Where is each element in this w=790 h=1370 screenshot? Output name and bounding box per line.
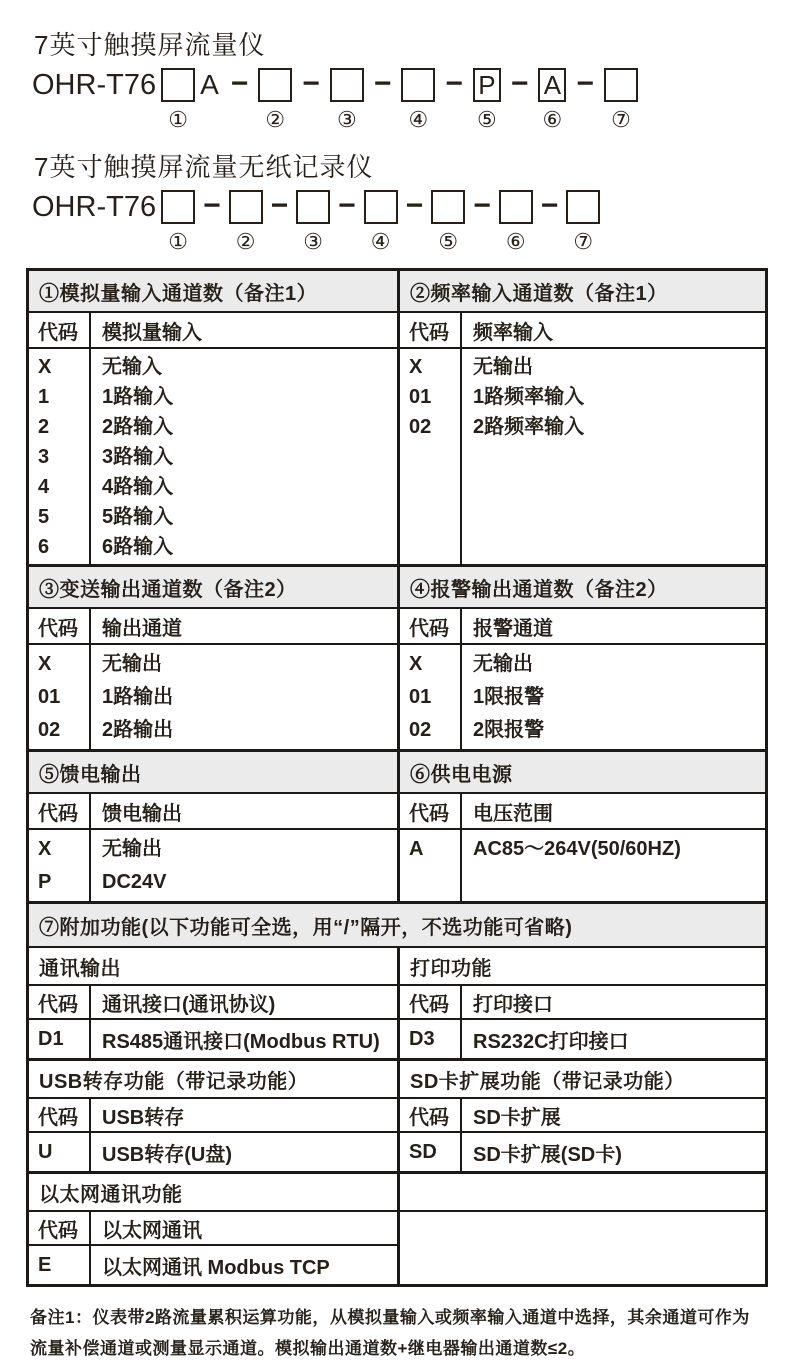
position-number-circle: ④: [408, 107, 429, 132]
code-value: X: [38, 838, 52, 860]
code-value: P: [38, 871, 52, 893]
section-6-header: ⑥供电电源: [400, 752, 765, 794]
section-4-alarm-output: [397, 567, 765, 749]
code-box: [566, 190, 600, 224]
dash-separator: −: [576, 67, 594, 100]
code-box: [604, 68, 638, 102]
dash-separator: −: [302, 67, 320, 100]
column-header-row: [400, 313, 765, 349]
fixed-letter: A: [200, 69, 219, 100]
desc-value: 3路输入: [102, 446, 174, 468]
code-value: SD: [400, 1133, 462, 1171]
model-position-6: [499, 190, 533, 254]
desc-value: SD卡扩展(SD卡): [473, 1143, 622, 1166]
desc-value: RS485通讯接口(Modbus RTU): [102, 1030, 380, 1053]
desc-value: 1路输入: [102, 386, 174, 408]
feature-title: 打印功能: [400, 948, 765, 986]
feature-title: 通讯输出: [29, 948, 397, 986]
column-header-row: [29, 1212, 397, 1246]
desc-value: 2路输入: [102, 416, 174, 438]
empty-cell: [400, 1212, 765, 1284]
desc-value: 无输出: [473, 356, 533, 378]
desc-value: 无输出: [102, 838, 162, 860]
code-box: [364, 190, 398, 224]
desc-column-header: 电压范围: [473, 802, 553, 825]
code-value: 4: [38, 476, 50, 498]
option-list: [29, 830, 397, 901]
code-value: 3: [38, 446, 50, 468]
code-box: [499, 190, 533, 224]
section-5-loop-power-output: [29, 752, 397, 901]
column-header-row: [400, 1099, 765, 1133]
desc-value: 1限报警: [473, 686, 545, 708]
model-position-7: [566, 190, 600, 254]
desc-values: [462, 349, 765, 564]
code-values: [29, 645, 91, 749]
footnote-note1: 备注1：仪表带2路流量累积运算功能，从模拟量输入或频率输入通道中选择，其余通道可作为流量补偿通道或测量显示通道。模拟输出通道数+继电器输出通道数≤2。: [30, 1308, 750, 1358]
model-position-4: [364, 190, 398, 254]
desc-values: [462, 830, 765, 901]
option-row: [29, 1020, 397, 1058]
desc-value: 1路频率输入: [473, 386, 585, 408]
column-header-row: [400, 609, 765, 645]
code-values: [400, 830, 462, 901]
column-header-row: [29, 1099, 397, 1133]
code-value: U: [29, 1133, 91, 1171]
position-number-circle: ④: [370, 229, 391, 254]
position-number-circle: ⑤: [477, 107, 497, 132]
model-position-3: [330, 68, 364, 132]
desc-column-header: 输出通道: [102, 617, 182, 640]
section-transmit-alarm: [29, 564, 765, 749]
code-value: X: [38, 356, 52, 378]
model-position-5: [473, 68, 501, 132]
option-list: [400, 349, 765, 564]
code-column-header: 代码: [400, 986, 462, 1018]
section-5-header: ⑤馈电输出: [29, 752, 397, 794]
feature-title: SD卡扩展功能（带记录功能）: [400, 1061, 765, 1099]
feature-title: 以太网通讯功能: [29, 1174, 397, 1212]
section-3-header: ③变送输出通道数（备注2）: [29, 567, 397, 609]
code-value: D3: [400, 1020, 462, 1058]
code-value: 01: [409, 386, 432, 408]
desc-value: 2路频率输入: [473, 416, 585, 438]
model-position-1: [161, 190, 195, 254]
group-comm-print: [29, 948, 765, 1058]
code-column-header: 代码: [400, 313, 462, 347]
option-list: [400, 645, 765, 749]
code-value: A: [409, 838, 424, 860]
position-number-circle: ③: [303, 229, 323, 254]
product1-model-code: [32, 68, 768, 132]
option-list: [400, 830, 765, 901]
code-values: [400, 349, 462, 564]
column-header-row: [29, 313, 397, 349]
desc-value: 4路输入: [102, 476, 174, 498]
column-header-row: [29, 794, 397, 830]
desc-values: [91, 645, 397, 749]
model-position-6: [538, 68, 566, 132]
code-column-header: 代码: [400, 1099, 462, 1131]
feature-title: USB转存功能（带记录功能）: [29, 1061, 397, 1099]
group-ethernet: [29, 1171, 765, 1284]
code-value: 01: [409, 686, 432, 708]
section-1-header: ①模拟量输入通道数（备注1）: [29, 271, 397, 313]
desc-value: 2路输出: [102, 719, 174, 741]
section-3-transmit-output: [29, 567, 397, 749]
option-row: [29, 1133, 397, 1171]
code-box: [161, 68, 195, 102]
code-column-header: 代码: [400, 794, 462, 828]
code-box-a: A: [538, 68, 566, 102]
position-number-circle: ③: [336, 107, 357, 132]
model-position-4: [401, 68, 435, 132]
option-row: [29, 1246, 397, 1284]
ordering-code-table: [26, 268, 768, 1287]
desc-values: [462, 645, 765, 749]
desc-values: [91, 349, 397, 564]
section-6-supply-power: [397, 752, 765, 901]
model-position-2: [258, 68, 292, 132]
dash-separator: −: [510, 67, 529, 100]
desc-value: 以太网通讯 Modbus TCP: [102, 1256, 330, 1279]
code-values: [29, 349, 91, 564]
dash-separator: −: [473, 189, 491, 222]
code-value: 02: [409, 719, 432, 741]
column-header-row: [400, 986, 765, 1020]
usb-transfer-block: [29, 1061, 397, 1171]
position-number-circle: ①: [168, 229, 188, 254]
code-column-header: 代码: [29, 794, 91, 828]
model-position-5: [431, 190, 465, 254]
print-function-block: [397, 948, 765, 1058]
desc-value: 无输出: [102, 653, 162, 675]
desc-value: DC24V: [102, 871, 167, 893]
ethernet-block: [29, 1174, 397, 1284]
code-box: [229, 190, 263, 224]
code-box: [161, 190, 195, 224]
desc-value: 无输入: [102, 356, 162, 378]
position-number-circle: ②: [265, 107, 286, 132]
model-position-3: [296, 190, 330, 254]
section-2-header: ②频率输入通道数（备注1）: [400, 271, 765, 313]
desc-value: 2限报警: [473, 719, 545, 741]
option-list: [29, 349, 397, 564]
code-box: [296, 190, 330, 224]
option-row: [400, 1133, 765, 1171]
product2-model-code: [32, 190, 768, 254]
column-header-row: [400, 794, 765, 830]
position-number-circle: ⑦: [611, 107, 631, 132]
code-column-header: 代码: [29, 609, 91, 643]
model-prefix: OHR-T76: [32, 69, 157, 101]
desc-value: USB转存(U盘): [102, 1143, 232, 1166]
position-number-circle: ⑤: [438, 229, 459, 254]
position-number-circle: ⑥: [542, 107, 563, 132]
code-values: [29, 830, 91, 901]
code-box: [330, 68, 364, 102]
desc-value: 无输出: [473, 653, 533, 675]
position-number-circle: ②: [235, 229, 256, 254]
code-value: X: [409, 356, 423, 378]
empty-block: [397, 1174, 765, 1284]
code-value: 02: [38, 719, 61, 741]
desc-value: 1路输出: [102, 686, 174, 708]
section-1-analog-input: [29, 271, 397, 564]
desc-column-header: USB转存: [102, 1106, 185, 1129]
section-2-frequency-input: [397, 271, 765, 564]
empty-cell: [400, 1174, 765, 1212]
desc-column-header: 馈电输出: [102, 802, 182, 825]
code-column-header: 代码: [29, 313, 91, 347]
option-row: [400, 1020, 765, 1058]
code-box: [258, 68, 292, 102]
model-prefix: OHR-T76: [32, 191, 157, 223]
section-7-additional-functions: [29, 901, 765, 1284]
desc-column-header: 报警通道: [473, 617, 553, 640]
dash-separator: −: [445, 67, 463, 100]
dash-separator: −: [230, 67, 249, 100]
position-number-circle: ⑥: [505, 229, 526, 254]
code-value: 1: [38, 386, 50, 408]
code-value: X: [38, 653, 52, 675]
desc-value: 5路输入: [102, 506, 174, 528]
code-value: E: [29, 1246, 91, 1284]
desc-column-header: SD卡扩展: [473, 1106, 561, 1129]
code-column-header: 代码: [29, 986, 91, 1018]
column-header-row: [29, 609, 397, 645]
code-value: 02: [409, 416, 432, 438]
code-value: X: [409, 653, 423, 675]
code-values: [400, 645, 462, 749]
desc-column-header: 打印接口: [473, 993, 553, 1016]
column-header-row: [29, 986, 397, 1020]
product2-title: 7英寸触摸屏流量无纸记录仪: [34, 152, 374, 182]
desc-column-header: 模拟量输入: [102, 321, 202, 344]
desc-value: RS232C打印接口: [473, 1030, 629, 1053]
code-column-header: 代码: [29, 1099, 91, 1131]
position-number-circle: ①: [168, 107, 188, 132]
group-usb-sd: [29, 1058, 765, 1171]
dash-separator: −: [270, 189, 289, 222]
dash-separator: −: [203, 189, 221, 222]
model-position-2: [229, 190, 263, 254]
dash-separator: −: [338, 189, 356, 222]
dash-separator: −: [405, 189, 424, 222]
comm-output-block: [29, 948, 397, 1058]
code-value: 2: [38, 416, 50, 438]
code-box-p: P: [473, 68, 501, 102]
section-power: [29, 749, 765, 901]
sd-card-block: [397, 1061, 765, 1171]
code-box: [431, 190, 465, 224]
section-analog-frequency: [29, 271, 765, 564]
code-value: D1: [29, 1020, 91, 1058]
dash-separator: −: [373, 67, 392, 100]
section-7-header: ⑦附加功能(以下功能可全选，用“/”隔开，不选功能可省略): [29, 904, 765, 948]
desc-value: 6路输入: [102, 536, 174, 558]
position-number-circle: ⑦: [573, 229, 594, 254]
code-box: [401, 68, 435, 102]
section-4-header: ④报警输出通道数（备注2）: [400, 567, 765, 609]
desc-column-header: 通讯接口(通讯协议): [102, 993, 276, 1016]
desc-column-header: 以太网通讯: [102, 1219, 202, 1242]
code-column-header: 代码: [29, 1212, 91, 1244]
code-value: 5: [38, 506, 50, 528]
code-value: 01: [38, 686, 61, 708]
code-column-header: 代码: [400, 609, 462, 643]
product1-title: 7英寸触摸屏流量仪: [34, 30, 266, 60]
model-position-1: [161, 68, 195, 132]
model-position-7: [604, 68, 638, 132]
code-value: 6: [38, 536, 50, 558]
desc-column-header: 频率输入: [473, 321, 553, 344]
dash-separator: −: [540, 189, 559, 222]
option-list: [29, 645, 397, 749]
desc-value: AC85～264V(50/60HZ): [473, 838, 681, 860]
desc-values: [91, 830, 397, 901]
